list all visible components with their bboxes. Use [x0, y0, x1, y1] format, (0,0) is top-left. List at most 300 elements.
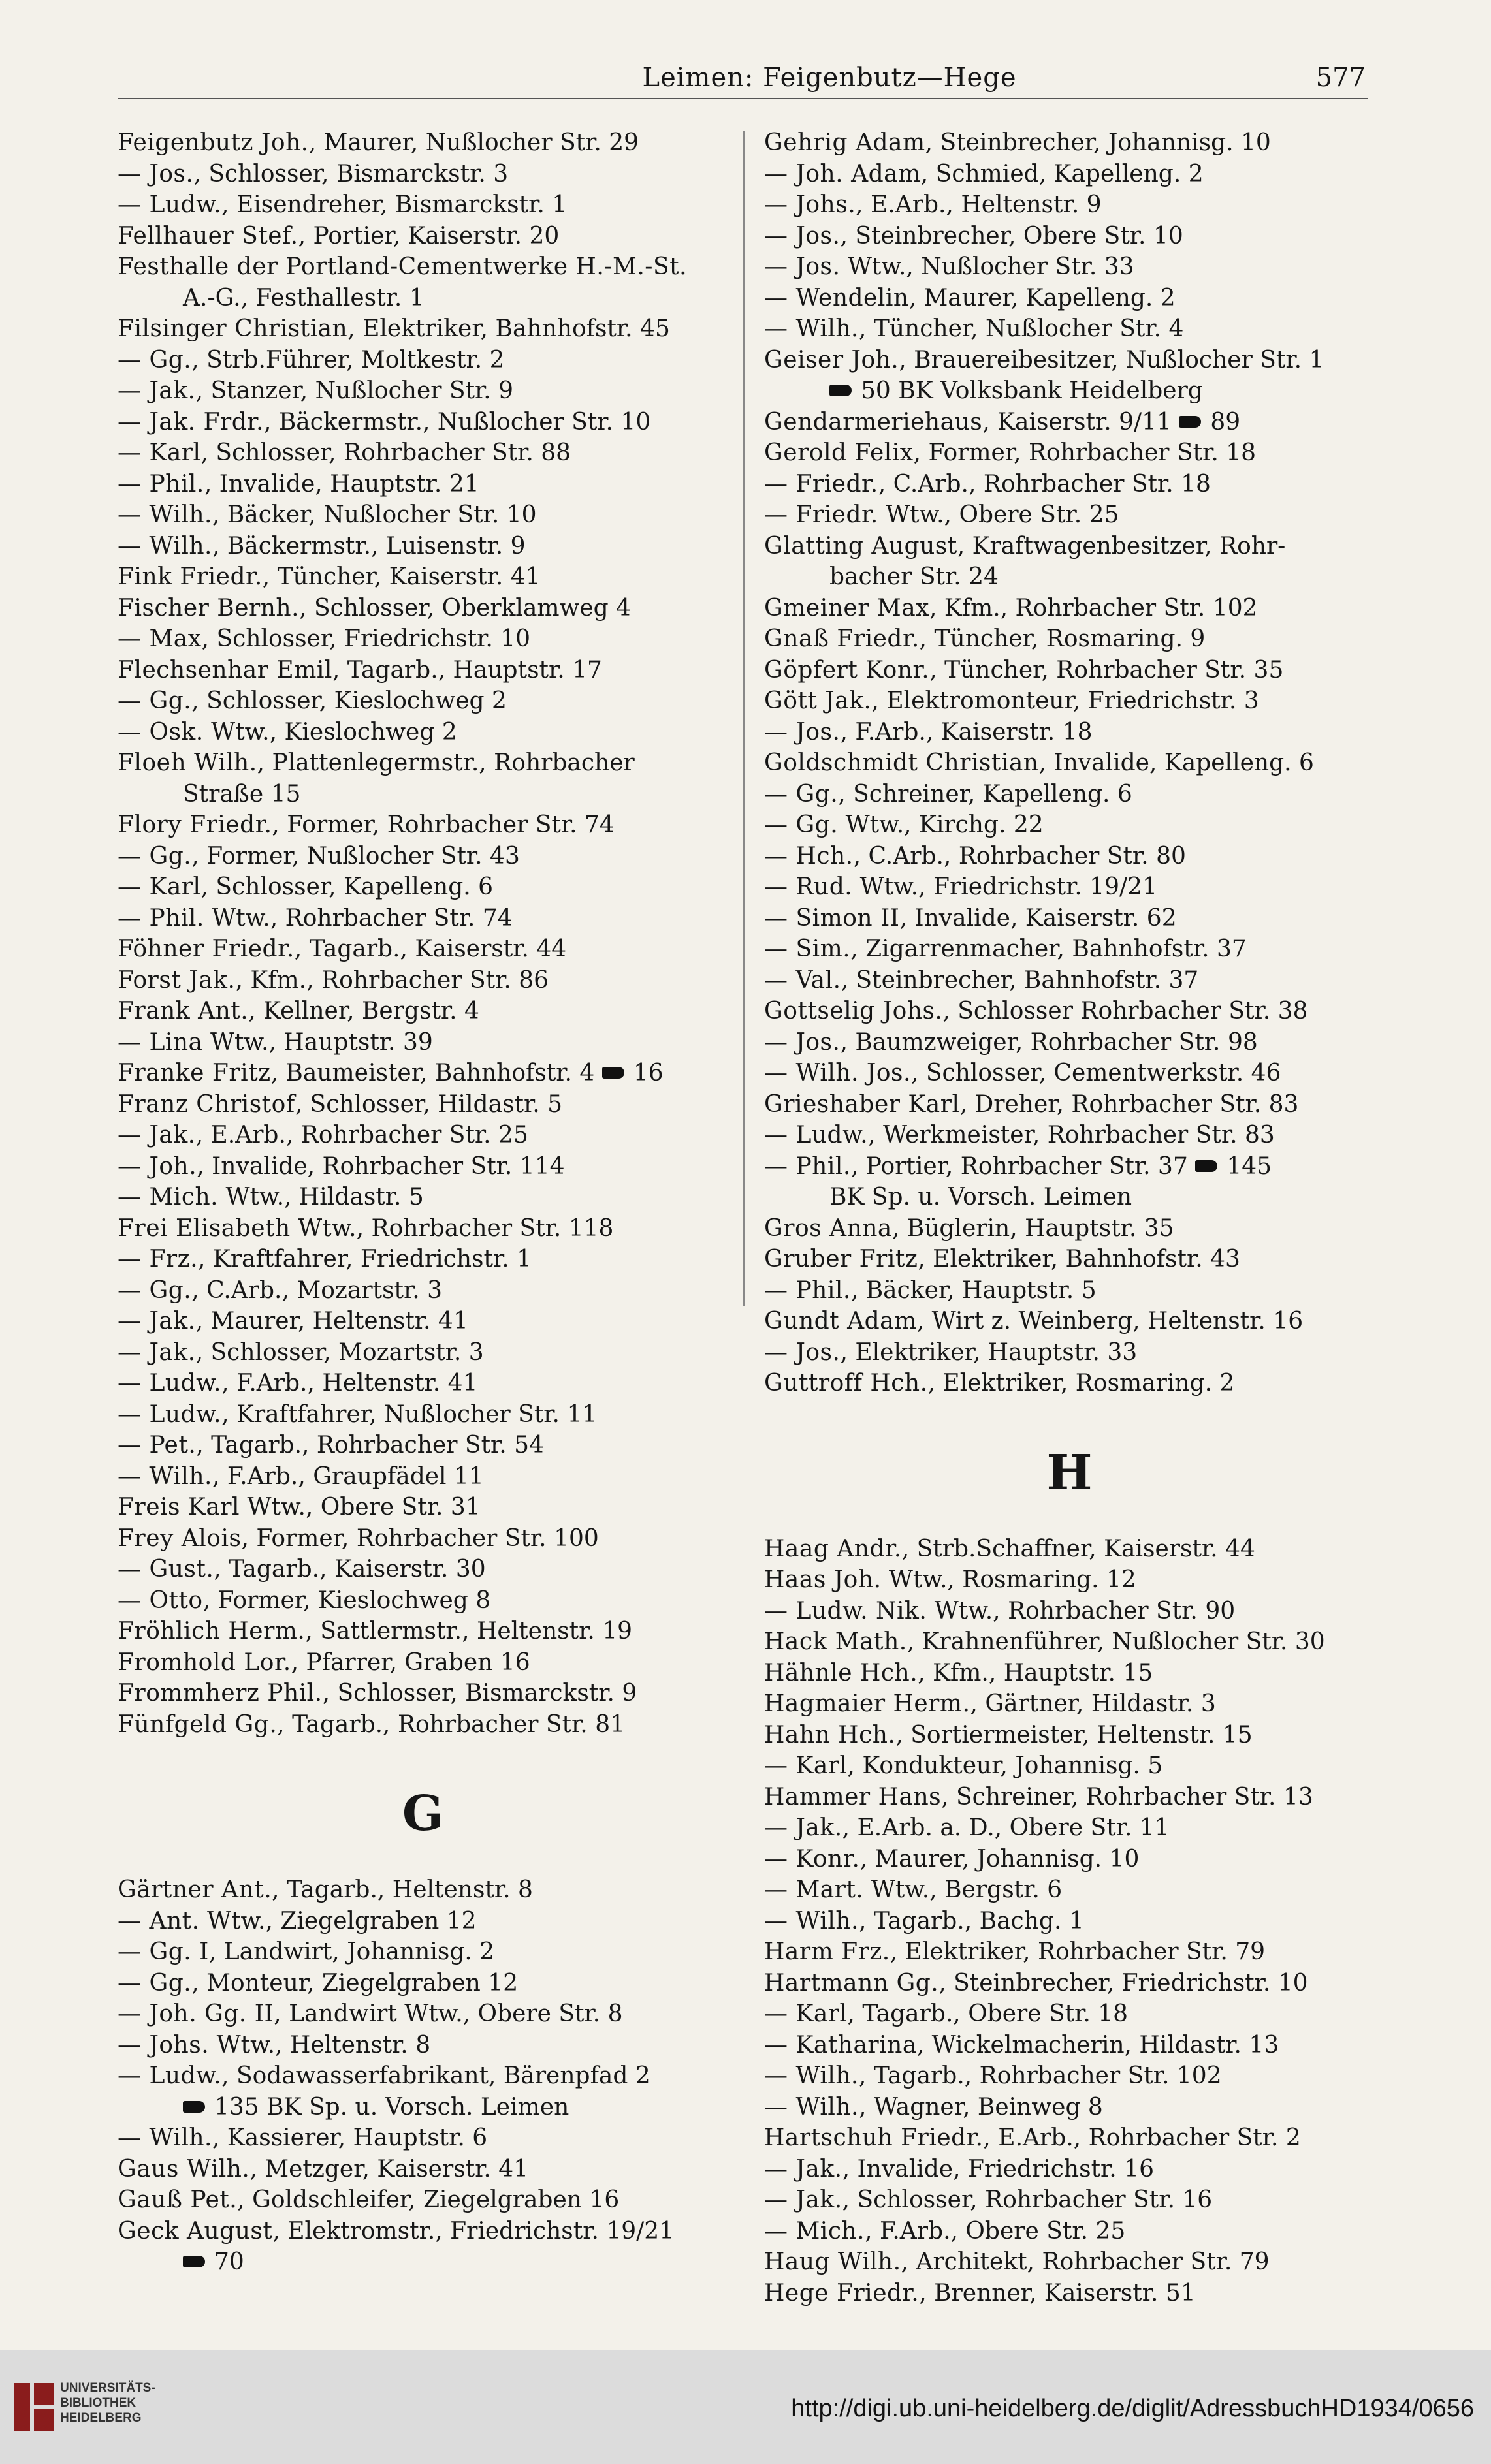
entry-details: , Invalide, Kaiserstr. 62	[899, 904, 1177, 932]
entry-name: Föhner Friedr.	[118, 936, 295, 962]
entry-name: — Mich.	[118, 1184, 219, 1210]
directory-entry	[118, 1647, 728, 1679]
entry-name: Franz Christof	[118, 1090, 295, 1118]
directory-entry	[118, 1874, 728, 1906]
entry-details: , Goldschleifer, Ziegelgraben 16	[237, 2187, 620, 2213]
directory-entry	[764, 1936, 1375, 1968]
entry-name: Harm Frz.	[764, 1938, 890, 1965]
entry-details: Wtw., Heltenstr. 8	[209, 2031, 431, 2059]
entry-details: , Maurer, Johannisg. 10	[859, 1845, 1140, 1872]
entry-details: , Baumeister, Bahnhofstr. 4	[270, 1060, 595, 1086]
entry-name: — Hch.	[764, 842, 854, 870]
entry-name: — Jak.	[118, 1308, 196, 1335]
directory-entry	[118, 1968, 728, 1999]
entry-details: , Kraftwagenbesitzer, Rohr-	[957, 532, 1286, 560]
directory-entry	[118, 1998, 728, 2030]
right-column	[764, 127, 1375, 2309]
directory-entry	[118, 127, 728, 159]
entry-details: A.-G., Festhallestr. 1	[183, 284, 425, 311]
entry-name: Gärtner Ant.	[118, 1876, 272, 1903]
directory-entry	[764, 1688, 1375, 1720]
entry-continuation	[118, 2092, 728, 2123]
entry-name: Gött Jak.	[764, 687, 872, 714]
running-head: Leimen: Feigenbutz—Hege	[642, 63, 1017, 93]
entry-name: — Jak.	[118, 377, 196, 404]
entry-details: Wtw., Obere Str. 25	[878, 501, 1119, 528]
entry-details: , Kraftfahrer, Nußlocher Str. 11	[221, 1400, 598, 1428]
directory-entry	[118, 872, 728, 903]
directory-entry	[118, 1585, 728, 1617]
directory-entry	[118, 345, 728, 376]
directory-entry	[118, 1906, 728, 1937]
directory-entry	[764, 593, 1375, 624]
entry-name: — Jak. Frdr.	[118, 408, 264, 435]
entry-details: , Elektriker, Bahnhofstr. 43	[918, 1246, 1240, 1272]
entry-details: , Elektromonteur, Friedrichstr. 3	[871, 687, 1259, 714]
entry-details: , Landwirt, Johannisg. 2	[208, 1938, 495, 1965]
directory-entry	[118, 996, 728, 1027]
entry-details: Wtw., Rohrbacher Str. 90	[927, 1597, 1236, 1624]
entry-details: , Architekt, Rohrbacher Str. 79	[901, 2249, 1270, 2275]
directory-entry	[764, 2061, 1375, 2092]
entry-name: — Wilh.	[764, 2062, 859, 2089]
entry-details: Wtw., Nußlocher Str. 33	[840, 253, 1134, 280]
directory-entry	[118, 1399, 728, 1430]
entry-name: — Ludw.	[118, 1370, 222, 1397]
directory-entry	[118, 1151, 728, 1182]
entry-name: Geiser Joh.	[764, 346, 899, 373]
entry-continuation	[764, 375, 1375, 407]
telephone-icon	[183, 2094, 214, 2121]
directory-entry	[764, 1213, 1375, 1244]
entry-details: , Bäcker, Nußlocher Str. 10	[212, 501, 537, 528]
entry-details: , Plattenlegermstr., Rohrbacher	[257, 750, 635, 776]
directory-entry	[764, 996, 1375, 1027]
directory-entry	[118, 251, 728, 283]
entry-details: , Portier, Rohrbacher Str. 37	[850, 1152, 1188, 1180]
entry-details: , Portier, Kaiserstr. 20	[298, 222, 560, 249]
entry-name: — Phil.	[118, 470, 204, 498]
entry-details: 135 BK Sp. u. Vorsch. Leimen	[214, 2093, 569, 2121]
entry-details: Wtw., Ziegelgraben 12	[199, 1907, 477, 1935]
entry-name: Gmeiner Max	[764, 594, 929, 622]
entry-details: , Maurer, Heltenstr. 41	[195, 1308, 468, 1335]
entry-name: Hammer Hans	[764, 1783, 942, 1810]
column-divider	[743, 131, 745, 1306]
entry-details: , Invalide, Rohrbacher Str. 114	[197, 1152, 565, 1180]
entry-details: , Wagner, Beinweg 8	[858, 2093, 1103, 2121]
directory-entry	[764, 159, 1375, 190]
entry-details: , Gärtner, Hildastr. 3	[970, 1690, 1216, 1717]
entry-name: Hähnle Hch.	[764, 1659, 918, 1686]
entry-name: — Joh. Gg. II	[118, 2000, 274, 2027]
entry-details: , Tagarb., Heltenstr. 8	[272, 1876, 533, 1903]
entry-details: Wtw., Hauptstr. 39	[202, 1028, 433, 1056]
directory-entry	[764, 655, 1375, 686]
directory-entry	[118, 531, 728, 562]
entry-name: — Katharina	[764, 2031, 917, 2059]
entry-name: Glatting August	[764, 532, 957, 560]
directory-entry	[764, 1275, 1375, 1306]
directory-entry	[118, 1182, 728, 1213]
entry-details: , Tagarb., Kaiserstr. 30	[214, 1556, 486, 1583]
directory-entry	[764, 1089, 1375, 1120]
directory-entry	[764, 1750, 1375, 1782]
section-heading: H	[1046, 1444, 1093, 1501]
entry-details: , Tagarb., Obere Str. 18	[847, 2000, 1129, 2027]
directory-entry	[764, 1782, 1375, 1813]
directory-entry	[764, 499, 1375, 531]
directory-entry	[764, 2123, 1375, 2154]
entry-name: — Jos.	[764, 253, 841, 280]
entry-name: — Wilh.	[764, 2093, 859, 2121]
entry-name: Hack Math.	[764, 1628, 907, 1655]
entry-details: , Schlosser, Rohrbacher Str. 88	[200, 439, 571, 466]
directory-entry	[764, 1058, 1375, 1089]
entry-details: , Tüncher, Nußlocher Str. 4	[858, 315, 1184, 342]
entry-name: — Ludw.	[118, 1400, 222, 1428]
entry-details: , Zigarrenmacher, Bahnhofstr. 37	[850, 936, 1247, 962]
directory-entry	[764, 1998, 1375, 2030]
entry-name: Frank Ant.	[118, 998, 249, 1024]
entry-details: , Former, Rohrbacher Str. 18	[913, 439, 1257, 466]
directory-entry	[764, 1306, 1375, 1337]
entry-details: , Schlosser, Kieslochweg 2	[191, 687, 507, 714]
directory-entry	[764, 1626, 1375, 1658]
directory-entry	[764, 779, 1375, 810]
entry-name: Haas Joh.	[764, 1566, 882, 1593]
entry-details: , Schlosser, Hildastr. 5	[295, 1090, 563, 1118]
directory-entry	[118, 1275, 728, 1306]
entry-details: , Schreiner, Rohrbacher Str. 13	[941, 1783, 1313, 1810]
entry-name: — Karl	[764, 2000, 848, 2027]
entry-details: , Schlosser Rohrbacher Str. 38	[942, 998, 1308, 1024]
entry-name: Gundt Adam	[764, 1308, 917, 1335]
directory-entry	[764, 345, 1375, 376]
entry-details: , E.Arb., Rohrbacher Str. 2	[983, 2124, 1301, 2151]
entry-name: Fünfgeld Gg.	[118, 1711, 278, 1738]
entry-details: , F.Arb., Graupfädel 11	[212, 1462, 484, 1490]
entry-details: bacher Str. 24	[829, 563, 999, 590]
directory-entry	[118, 407, 728, 438]
directory-entry	[118, 313, 728, 345]
entry-name: Filsinger Christian	[118, 315, 348, 342]
directory-entry	[764, 1244, 1375, 1275]
directory-entry	[118, 1027, 728, 1058]
entry-details: , Büglerin, Hauptstr. 35	[891, 1214, 1174, 1242]
entry-name: — Karl	[118, 874, 201, 900]
entry-name: — Johs.	[118, 2031, 210, 2059]
directory-entry	[118, 1089, 728, 1120]
entry-name: Gauß Pet.	[118, 2187, 238, 2213]
directory-entry	[764, 872, 1375, 903]
entry-details: , Stanzer, Nußlocher Str. 9	[195, 377, 514, 404]
directory-entry	[764, 686, 1375, 717]
entry-name: — Gg.	[764, 780, 839, 808]
entry-details: , Eisendreher, Bismarckstr. 1	[221, 191, 568, 218]
header-rule	[118, 98, 1368, 99]
directory-entry	[118, 1936, 728, 1968]
entry-details: , Tagarb., Rohrbacher Str. 54	[196, 1432, 544, 1459]
directory-entry	[118, 1430, 728, 1461]
section-heading: G	[402, 1786, 444, 1842]
entry-details: , Tagarb., Rohrbacher Str. 102	[858, 2062, 1222, 2089]
entry-details: , Kraftfahrer, Friedrichstr. 1	[198, 1246, 532, 1272]
entry-name: — Pet.	[118, 1432, 197, 1459]
entry-name: Frey Alois	[118, 1524, 242, 1552]
entry-details: , Schlosser, Rohrbacher Str. 16	[842, 2187, 1213, 2213]
entry-details: , Elektriker, Rosmaring. 2	[927, 1370, 1235, 1397]
directory-entry	[118, 1709, 728, 1741]
entry-name: — Jos.	[764, 718, 841, 746]
directory-entry	[764, 810, 1375, 841]
entry-name: Geck August	[118, 2217, 273, 2245]
entry-details: Wtw., Rosmaring. 12	[881, 1566, 1136, 1593]
entry-name: Frei Elisabeth	[118, 1214, 291, 1242]
entry-name: — Friedr.	[764, 470, 878, 498]
entry-name: — Gg.	[118, 1969, 192, 1997]
directory-entry	[764, 748, 1375, 779]
entry-name: — Jos.	[764, 1028, 841, 1056]
entry-details: , Dreher, Rohrbacher Str. 83	[959, 1090, 1299, 1118]
directory-entry	[118, 437, 728, 469]
directory-entry	[118, 159, 728, 190]
telephone-icon	[829, 377, 861, 404]
entry-details: , Former, Rohrbacher Str. 100	[241, 1524, 599, 1552]
entry-details: , Schlosser, Bismarckstr. 3	[193, 160, 509, 187]
entry-name: — Rud.	[764, 874, 853, 900]
entry-name: — Karl	[764, 1752, 848, 1779]
directory-entry	[764, 717, 1375, 748]
entry-details: , E.Arb. a. D., Obere Str. 11	[842, 1814, 1170, 1841]
directory-entry	[764, 1534, 1375, 1565]
directory-entry	[118, 593, 728, 624]
directory-entry	[764, 1368, 1375, 1399]
directory-entry	[118, 2185, 728, 2216]
entry-details: , Schlosser, Mozartstr. 3	[195, 1338, 484, 1366]
directory-entry	[118, 2216, 728, 2247]
entry-name: — Phil.	[118, 904, 204, 932]
directory-entry	[118, 2154, 728, 2185]
entry-details: , Brenner, Kaiserstr. 51	[919, 2279, 1196, 2307]
directory-entry	[118, 561, 728, 593]
entry-details: , Kassierer, Hauptstr. 6	[212, 2124, 488, 2151]
entry-name: — Jak.	[118, 1122, 196, 1148]
entry-details: , Elektriker, Bahnhofstr. 45	[347, 315, 670, 342]
directory-entry	[764, 407, 1375, 438]
entry-name: — Simon II	[764, 904, 900, 932]
entry-details: , E.Arb., Rohrbacher Str. 25	[195, 1122, 528, 1148]
directory-entry	[118, 686, 728, 717]
entry-details: , Steinbrecher, Johannisg. 10	[925, 129, 1271, 156]
directory-entry	[764, 437, 1375, 469]
entry-details: , Sortiermeister, Heltenstr. 15	[895, 1721, 1253, 1748]
directory-entry	[764, 251, 1375, 283]
entry-name: Gehrig Adam	[764, 129, 925, 156]
entry-details: , Schlosser, Bismarckstr. 9	[322, 1680, 637, 1707]
entry-details: , Monteur, Ziegelgraben 12	[191, 1969, 519, 1997]
entry-details: , Wirt z. Weinberg, Heltenstr. 16	[916, 1308, 1304, 1335]
entry-name: — Ludw. Nik.	[764, 1597, 927, 1624]
directory-entry	[118, 748, 728, 779]
entry-details: Wtw., Rohrbacher Str. 118	[290, 1214, 614, 1242]
entry-name: — Mich.	[764, 2217, 865, 2245]
telephone-number: 89	[1179, 409, 1240, 435]
entry-details: Straße 15	[183, 780, 301, 808]
entry-name: — Jak.	[764, 1814, 842, 1841]
directory-entry	[764, 965, 1375, 996]
directory-entry	[118, 1523, 728, 1555]
entry-name: — Gg. I	[118, 1938, 209, 1965]
entry-details: , Tüncher, Rosmaring. 9	[919, 625, 1206, 652]
entry-details: , Pfarrer, Graben 16	[291, 1649, 530, 1676]
entry-name: Hahn Hch.	[764, 1721, 896, 1748]
entry-details: Wtw., Kieslochweg 2	[203, 718, 457, 746]
telephone-number: 16	[602, 1060, 664, 1086]
entry-name: — Friedr.	[764, 501, 878, 528]
entry-name: — Phil.	[764, 1152, 851, 1180]
entry-name: Franke Fritz	[118, 1060, 271, 1086]
directory-entry	[118, 499, 728, 531]
entry-name: — Jos.	[764, 222, 841, 249]
directory-entry	[118, 1368, 728, 1399]
entry-details: , Schlosser, Oberklamweg 4	[299, 594, 632, 622]
entry-details: BK Sp. u. Vorsch. Leimen	[829, 1184, 1132, 1210]
entry-details: , Schreiner, Kapelleng. 6	[838, 780, 1132, 808]
entry-name: Haag Andr.	[764, 1535, 902, 1562]
entry-details: Wtw., Kirchg. 22	[838, 812, 1044, 838]
directory-entry	[118, 221, 728, 252]
page-number: 577	[1315, 63, 1366, 93]
directory-entry	[764, 1564, 1375, 1596]
directory-entry	[118, 1461, 728, 1493]
entry-details: , Tüncher, Rohrbacher Str. 35	[929, 656, 1284, 684]
entry-details: Wtw., Bergstr. 6	[863, 1876, 1063, 1903]
directory-entry	[764, 1337, 1375, 1368]
entry-name: Fellhauer Stef.	[118, 222, 298, 249]
directory-entry	[118, 1213, 728, 1244]
entry-name: — Wilh.	[118, 2124, 212, 2151]
directory-entry	[764, 531, 1375, 562]
source-url-link[interactable]: http://digi.ub.uni-heidelberg.de/diglit/AdressbuchHD1934/0656	[791, 2395, 1474, 2422]
entry-details: , Metzger, Kaiserstr. 41	[249, 2155, 529, 2183]
directory-entry	[118, 1616, 728, 1647]
directory-entry	[118, 1492, 728, 1523]
entry-name: — Frz.	[118, 1246, 199, 1272]
entry-name: Frommherz Phil.	[118, 1680, 323, 1707]
entry-name: — Jak.	[118, 1338, 196, 1366]
entry-name: Göpfert Konr.	[764, 656, 930, 684]
entry-details: , F.Arb., Heltenstr. 41	[221, 1370, 478, 1397]
directory-entry	[764, 127, 1375, 159]
directory-entry	[764, 221, 1375, 252]
entry-name: — Mart.	[764, 1876, 864, 1903]
entry-name: — Wilh. Jos.	[764, 1060, 911, 1086]
entry-name: — Max	[118, 625, 202, 652]
entry-name: Gerold Felix	[764, 439, 914, 466]
entry-name: — Ludw.	[764, 1122, 869, 1148]
entry-name: — Gg.	[118, 842, 192, 870]
directory-entry	[118, 655, 728, 686]
entry-name: Flory Friedr.	[118, 812, 272, 838]
entry-details: , Invalide, Kapelleng. 6	[1038, 750, 1314, 776]
directory-entry	[764, 903, 1375, 934]
entry-name: — Ludw.	[118, 2062, 222, 2089]
entry-name: Hagmaier Herm.	[764, 1690, 970, 1717]
directory-entry	[764, 469, 1375, 500]
directory-entry	[118, 965, 728, 996]
directory-entry	[118, 903, 728, 934]
entry-name: — Sim.	[764, 936, 851, 962]
directory-entry	[118, 810, 728, 841]
entry-details: , Wickelmacherin, Hildastr. 13	[916, 2031, 1279, 2059]
entry-details: , Krahnenführer, Nußlocher Str. 30	[906, 1628, 1325, 1655]
directory-entry	[764, 1844, 1375, 1875]
entry-details: Wtw., Obere Str. 31	[240, 1494, 481, 1521]
entry-details: , Sodawasserfabrikant, Bärenpfad 2	[221, 2062, 650, 2089]
entry-details: , E.Arb., Heltenstr. 9	[856, 191, 1102, 218]
entry-details: , Sattlermstr., Heltenstr. 19	[305, 1618, 633, 1645]
entry-details: , Kellner, Bergstr. 4	[248, 998, 479, 1024]
directory-entry	[118, 1120, 728, 1151]
directory-entry	[764, 2030, 1375, 2061]
telephone-number: 145	[1195, 1153, 1272, 1180]
directory-entry	[764, 1027, 1375, 1058]
directory-entry	[764, 189, 1375, 221]
directory-entry	[764, 624, 1375, 655]
entry-name: Freis Karl	[118, 1494, 240, 1521]
entry-continuation	[764, 561, 1375, 593]
entry-details: , Steinbrecher, Friedrichstr. 10	[938, 1969, 1308, 1997]
entry-name: — Ludw.	[118, 191, 222, 218]
entry-details: , Former, Nußlocher Str. 43	[191, 842, 520, 870]
entry-name: Fischer Bernh.	[118, 594, 300, 622]
directory-entry	[764, 2185, 1375, 2216]
entry-name: Gottselig Johs.	[764, 998, 943, 1024]
directory-entry	[764, 1812, 1375, 1844]
directory-entry	[118, 469, 728, 500]
entry-name: — Wilh.	[118, 532, 212, 560]
entry-name: — Gg.	[118, 687, 192, 714]
entry-details: , Former, Kieslochweg 8	[202, 1587, 491, 1614]
entry-details: , Tüncher, Kaiserstr. 41	[262, 563, 541, 590]
directory-entry	[118, 375, 728, 407]
library-name: UNIVERSITÄTS- BIBLIOTHEK HEIDELBERG	[60, 2381, 155, 2425]
entry-details: , Baumzweiger, Rohrbacher Str. 98	[840, 1028, 1258, 1056]
entry-details: , Tagarb., Kaiserstr. 44	[294, 936, 567, 962]
directory-entry	[764, 1151, 1375, 1182]
entry-details: Wtw., Hildastr. 5	[218, 1184, 424, 1210]
directory-entry	[764, 2092, 1375, 2123]
entry-details: , Schmied, Kapelleng. 2	[920, 160, 1204, 187]
footer-bar	[0, 2350, 1491, 2464]
entry-name: — Lina	[118, 1028, 203, 1056]
entry-name: — Johs.	[764, 191, 856, 218]
directory-entry	[764, 2216, 1375, 2247]
entry-details: , Bäcker, Hauptstr. 5	[850, 1276, 1097, 1304]
directory-entry	[764, 2154, 1375, 2185]
entry-details: , C.Arb., Rohrbacher Str. 18	[878, 470, 1211, 498]
entry-details: , Former, Rohrbacher Str. 74	[272, 812, 615, 838]
entry-continuation	[118, 2247, 728, 2278]
directory-entry	[764, 934, 1375, 965]
entry-details: , Tagarb., Bachg. 1	[858, 1907, 1084, 1935]
entry-name: Haug Wilh.	[764, 2249, 901, 2275]
directory-entry	[764, 1658, 1375, 1689]
entry-continuation	[764, 1182, 1375, 1213]
entry-details: , Steinbrecher, Bahnhofstr. 37	[841, 966, 1199, 994]
entry-name: Festhalle der Portland-Cementwerke H.-M.-St.	[118, 253, 688, 280]
